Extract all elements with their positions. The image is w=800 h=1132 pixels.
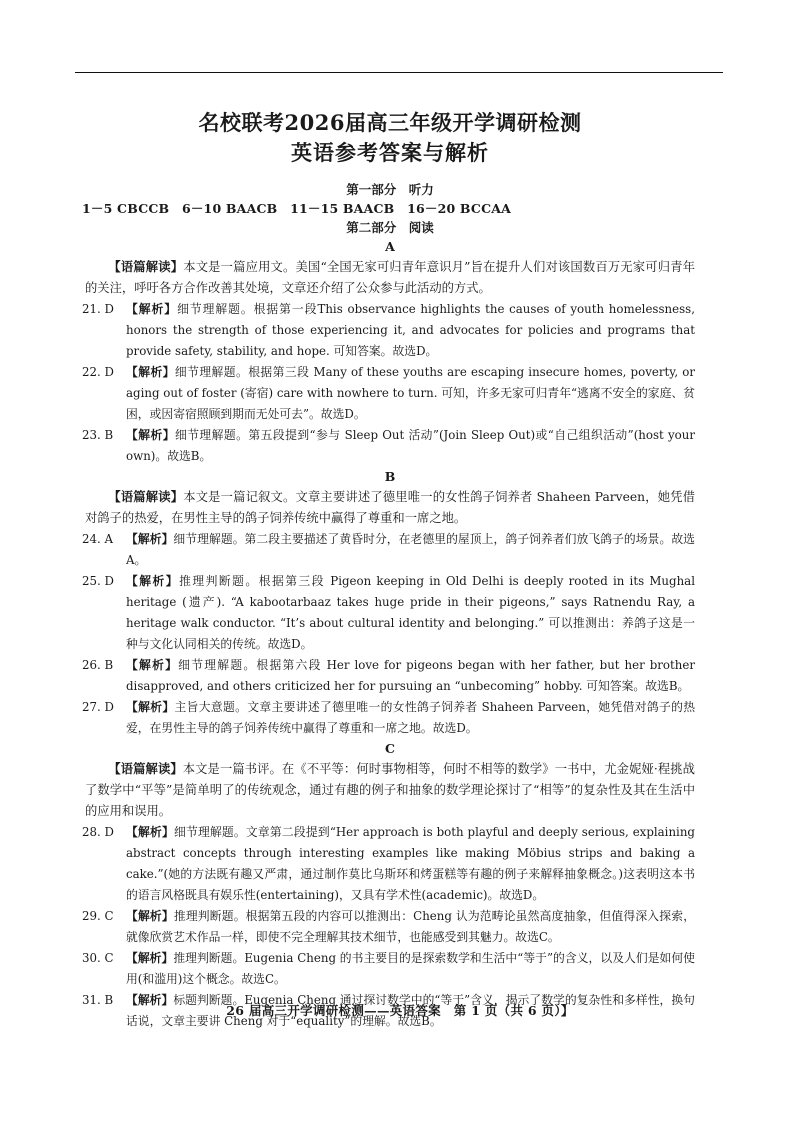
analysis-tag: 【解析】: [126, 909, 174, 923]
question-explanation: 推理判断题。根据第五段的内容可以推测出：Cheng 认为范畴论虽然高度抽象，但值得深入探索，就像欣赏艺术作品一样，即使不完全理解其技术细节，也能感受到其魅力。故选C。: [126, 909, 695, 944]
analysis-tag: 【解析】: [126, 951, 174, 965]
summary-tag: 【语篇解读】: [108, 259, 184, 274]
question-item: [82, 529, 695, 571]
exam-subtitle: 英语参考答案与解析: [291, 140, 489, 165]
question-number: 29. C: [82, 909, 114, 923]
question-number: 28. D: [82, 825, 114, 839]
question-explanation: 细节理解题。文章第二段提到“Her approach is both playful and deeply serious, explaining abstract concepts through interesting examples like making Möbius strips and baking a cake.”(她的方法既有趣又严肃，通过制作莫比乌斯环和烤蛋糕等有趣的例子来解释抽象概念。)这表明这本书的语言风格既具有娱乐性(entertaining)，又具有学术性(academic)。故选D。: [126, 825, 695, 902]
question-number: 24. A: [82, 532, 114, 546]
question-explanation: 主旨大意题。文章主要讲述了德里唯一的女性鸽子饲养者 Shaheen Parveen，她凭借对鸽子的热爱，在男性主导的鸽子饲养传统中赢得了尊重和一席之地。故选D。: [126, 700, 695, 735]
passage-c-summary: [85, 758, 695, 822]
question-explanation: 细节理解题。第二段主要描述了黄昏时分，在老德里的屋顶上，鸽子饲养者们放飞鸽子的场景。故选A。: [126, 532, 695, 567]
question-item: [82, 906, 695, 948]
question-item: [82, 655, 695, 697]
analysis-tag: 【解析】: [126, 825, 174, 839]
analysis-tag: 【解析】: [126, 700, 175, 714]
analysis-tag: 【解析】: [126, 532, 174, 546]
summary-tag: 【语篇解读】: [108, 489, 184, 504]
question-number: 21. D: [82, 302, 114, 316]
question-explanation: 细节理解题。根据第三段 Many of these youths are escaping insecure homes, poverty, or aging out of foster (寄宿) care with nowhere to turn. 可知，许多无家可归青年“逃离不安全的家庭、贫困，或因寄宿照顾到期而无处可去”。故选D。: [126, 365, 695, 421]
question-number: 25. D: [82, 574, 114, 588]
analysis-tag: 【解析】: [126, 302, 178, 316]
part2-heading: 第二部分 阅读: [346, 220, 434, 235]
passage-a-summary: [85, 256, 695, 299]
exam-title: 名校联考2026届高三年级开学调研检测: [198, 110, 582, 135]
summary-text: 本文是一篇记叙文。文章主要讲述了德里唯一的女性鸽子饲养者 Shaheen Parveen，她凭借对鸽子的热爱，在男性主导的鸽子饲养传统中赢得了尊重和一席之地。: [85, 490, 695, 525]
analysis-tag: 【解析】: [126, 993, 174, 1007]
analysis-tag: 【解析】: [126, 365, 175, 379]
summary-text: 本文是一篇应用文。美国“全国无家可归青年意识月”旨在提升人们对该国数百万无家可归青年的关注，呼吁各方合作改善其处境，文章还介绍了公众参与此活动的方式。: [85, 260, 695, 295]
question-item: [82, 299, 695, 362]
question-number: 27. D: [82, 700, 114, 714]
passage-a-letter: A: [385, 239, 395, 254]
question-number: 26. B: [82, 658, 114, 672]
question-number: 31. B: [82, 993, 114, 1007]
analysis-tag: 【解析】: [126, 658, 179, 672]
top-rule: [75, 72, 723, 73]
page-footer: 26 届高三开学调研检测——英语答案 第 1 页（共 6 页）】: [226, 1003, 574, 1018]
passage-b-letter: B: [384, 469, 396, 484]
question-item: [82, 571, 695, 655]
question-explanation: 细节理解题。根据第一段This observance highlights the causes of youth homelessness, honors the strength of those experiencing it, and advocates for policies and programs that provide safety, stability, and hope. 可知答案。故选D。: [126, 302, 695, 358]
question-explanation: 细节理解题。第五段提到“参与 Sleep Out 活动”(Join Sleep Out)或“自己组织活动”(host your own)。故选B。: [126, 428, 695, 463]
part1-heading: 第一部分 听力: [346, 182, 434, 197]
passage-b-summary: [85, 486, 695, 529]
analysis-tag: 【解析】: [126, 428, 175, 442]
question-item: [82, 425, 695, 467]
question-item: [82, 697, 695, 739]
question-item: [82, 822, 695, 906]
passage-c-letter: C: [385, 741, 395, 756]
question-explanation: 标题判断题。Eugenia Cheng 通过探讨数学中的“等于”含义，揭示了数学的复杂性和多样性，换句话说，文章主要讲 Cheng 对于“equality”的理解。故选B。: [126, 993, 695, 1028]
analysis-tag: 【解析】: [126, 574, 180, 588]
summary-text: 本文是一篇书评。在《不平等：何时事物相等，何时不相等的数学》一书中，尤金妮娅·程挑战了数学中“平等”是简单明了的传统观念，通过有趣的例子和抽象的数学理论探讨了“相等”的复杂性及其在生活中的应用和误用。: [85, 762, 695, 818]
question-explanation: 细节理解题。根据第六段 Her love for pigeons began with her father, but her brother disapproved, and others criticized her for pursuing an “unbecoming” hobby. 可知答案。故选B。: [126, 658, 695, 693]
summary-tag: 【语篇解读】: [108, 761, 183, 776]
question-number: 22. D: [82, 365, 114, 379]
listening-answers: 1－5 CBCCB 6－10 BAACB 11－15 BAACB 16－20 BCCAA: [82, 201, 512, 216]
question-item: [82, 948, 695, 990]
question-explanation: 推理判断题。根据第三段 Pigeon keeping in Old Delhi is deeply rooted in its Mughal heritage (遗产). “A kabootarbaaz takes huge pride in their pigeons,” says Ratnendu Ray, a heritage walk conductor. “It’s about cultural identity and belonging.” 可以推测出：养鸽子这是一种与文化认同相关的传统。故选D。: [126, 574, 695, 651]
question-number: 23. B: [82, 428, 114, 442]
question-explanation: 推理判断题。Eugenia Cheng 的书主要目的是探索数学和生活中“等于”的含义，以及人们是如何使用(和滥用)这个概念。故选C。: [126, 951, 695, 986]
question-item: [82, 362, 695, 425]
question-number: 30. C: [82, 951, 114, 965]
answer-page: [82, 108, 695, 1032]
